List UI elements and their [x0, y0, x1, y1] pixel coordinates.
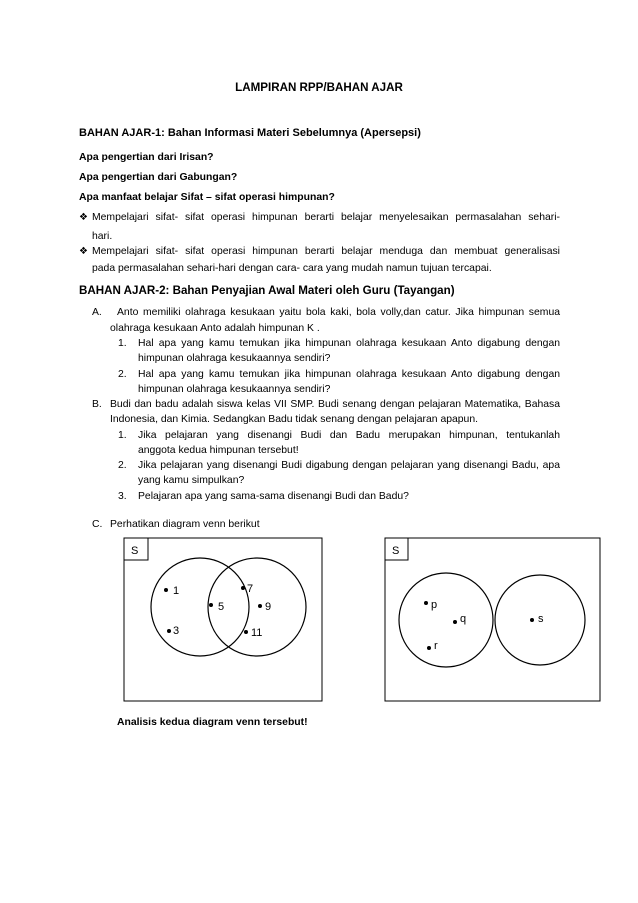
element-label: q — [460, 613, 467, 625]
item-c-marker: C. — [92, 519, 103, 530]
item-b-line2: Indonesia, dan Kimia. Sedangkan Badu tidak senang dengan pelajaran apapun. — [110, 414, 479, 425]
item-a2-line2: himpunan olahraga kesukaannya sendiri? — [138, 384, 331, 395]
element-dot — [453, 620, 457, 624]
element-label: 7 — [247, 583, 254, 595]
item-a-line2: olahraga kesukaan Anto adalah himpunan K . — [110, 323, 320, 334]
universe-label-1: S — [131, 545, 139, 557]
element-label: r — [434, 640, 438, 652]
item-a2-number: 2. — [118, 369, 127, 380]
item-b3-line1: Pelajaran apa yang sama-sama disenangi Budi dan Badu? — [138, 491, 409, 502]
universe-label-2: S — [392, 545, 400, 557]
bullet1-line2: hari. — [92, 231, 113, 242]
universe-rect-1 — [124, 538, 322, 701]
analysis-instruction: Analisis kedua diagram venn tersebut! — [117, 717, 308, 728]
item-a1-number: 1. — [118, 338, 127, 349]
section2-heading: BAHAN AJAR-2: Bahan Penyajian Awal Materi oleh Guru (Tayangan) — [79, 284, 455, 297]
venn-diagram-1 — [124, 538, 322, 701]
element-dot — [530, 618, 534, 622]
element-dot — [427, 646, 431, 650]
item-a1-line1: Hal apa yang kamu temukan jika himpunan olahraga kesukaan Anto digabung dengan — [138, 338, 560, 349]
bullet-diamond-icon: ❖ — [79, 246, 88, 257]
element-label: 9 — [265, 601, 272, 613]
item-b1-line2: anggota kedua himpunan tersebut! — [138, 445, 299, 456]
item-b1-line1: Jika pelajaran yang disenangi Budi dan Badu merupakan himpunan, tentukanlah — [138, 430, 560, 441]
element-label: s — [538, 613, 544, 625]
element-dot — [241, 586, 245, 590]
item-b2-number: 2. — [118, 460, 127, 471]
element-dot — [258, 604, 262, 608]
page-title: LAMPIRAN RPP/BAHAN AJAR — [235, 81, 403, 94]
item-c-line1: Perhatikan diagram venn berikut — [110, 519, 260, 530]
element-label: 1 — [173, 585, 180, 597]
question-gabungan: Apa pengertian dari Gabungan? — [79, 172, 238, 183]
element-label: 11 — [251, 627, 263, 639]
element-dot — [209, 603, 213, 607]
item-a-marker: A. — [92, 307, 102, 318]
venn-diagram-2 — [385, 538, 600, 701]
item-b-line1: Budi dan badu adalah siswa kelas VII SMP. Budi senang dengan pelajaran Matematika, Bahasa — [110, 399, 560, 410]
element-label: p — [431, 599, 438, 611]
element-dot — [167, 629, 171, 633]
element-dot — [424, 601, 428, 605]
set-circle-a — [399, 573, 493, 667]
element-label: 3 — [173, 625, 180, 637]
item-b2-line2: yang kamu simpulkan? — [138, 475, 245, 486]
bullet2-line2: pada permasalahan sehari-hari dengan cara- cara yang mudah namun tujuan tercapai. — [92, 263, 492, 274]
item-b1-number: 1. — [118, 430, 127, 441]
item-b-marker: B. — [92, 399, 102, 410]
item-b2-line1: Jika pelajaran yang disenangi Budi digabung dengan pelajaran yang disenangi Badu, apa — [138, 460, 560, 471]
bullet-diamond-icon: ❖ — [79, 212, 88, 223]
question-manfaat: Apa manfaat belajar Sifat – sifat operasi himpunan? — [79, 192, 335, 203]
set-circle-left — [151, 558, 249, 656]
bullet2-line1: Mempelajari sifat- sifat operasi himpunan berarti belajar menduga dan membuat generalisasi — [92, 246, 560, 257]
bullet1-line1: Mempelajari sifat- sifat operasi himpunan berarti belajar menyelesaikan permasalahan sehari- — [92, 212, 560, 223]
item-a2-line1: Hal apa yang kamu temukan jika himpunan olahraga kesukaan Anto digabung dengan — [138, 369, 560, 380]
item-a1-line2: himpunan olahraga kesukaannya sendiri? — [138, 353, 331, 364]
section1-heading: BAHAN AJAR-1: Bahan Informasi Materi Sebelumnya (Apersepsi) — [79, 127, 421, 139]
question-irisan: Apa pengertian dari Irisan? — [79, 152, 214, 163]
item-b3-number: 3. — [118, 491, 127, 502]
item-a-line1: Anto memiliki olahraga kesukaan yaitu bola kaki, bola volly,dan catur. Jika himpunan semua — [117, 307, 560, 318]
element-dot — [244, 630, 248, 634]
element-label: 5 — [218, 601, 225, 613]
element-dot — [164, 588, 168, 592]
